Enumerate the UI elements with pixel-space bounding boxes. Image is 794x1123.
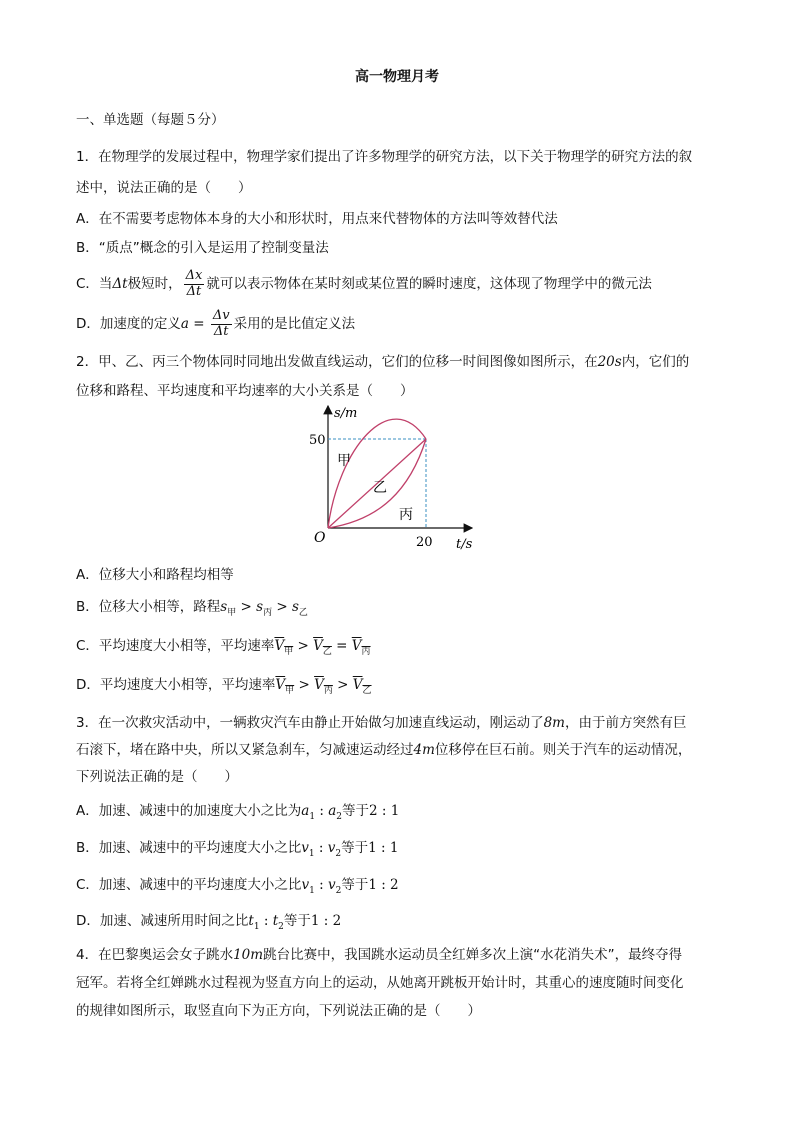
displacement-time-graph [300,400,490,556]
x-axis-label: t/s [456,537,473,552]
q3-option-d: D．加速、减速所用时间之比$t_1$ : $t_2$等于1 : 2 [76,913,342,932]
q1-option-d: D．加速度的定义a = $\frac{\Delta v}{\Delta t}$ 采用的是比值定义法 [76,308,356,339]
label-bing: 丙 [399,507,413,523]
q3-option-c: C．加速、减速中的平均速度大小之比$v_1$ : $v_2$等于1 : 2 [76,877,399,896]
page-title: 高一物理月考 [355,69,439,85]
q3-stem-line1: 3．在一次救灾活动中，一辆救灾汽车由静止开始做匀加速直线运动，刚运动了8m，由于前方突然有巨 [76,715,687,731]
section-heading: 一、单选题（每题５分） [76,112,225,128]
label-yi: 乙 [373,480,387,496]
q2-option-d: D．平均速度大小相等，平均速率$V_甲 > V_丙 > V_乙$ [76,677,372,696]
q4-stem-line1: 4．在巴黎奥运会女子跳水10m跳台比赛中，我国跳水运动员全红婵多次上演“水花消失术”，最终夺得 [76,947,683,963]
y-tick-50: 50 [309,433,326,448]
q2-option-c: C．平均速度大小相等，平均速率$V_甲 > V_乙 = V_丙$ [76,638,371,657]
q2-option-b: B．位移大小相等，路程$s_甲 > s_丙 > s_乙$ [76,599,308,618]
x-tick-20: 20 [416,535,433,550]
q2-stem-line1: 2．甲、乙、丙三个物体同时同地出发做直线运动，它们的位移一时间图像如图所示，在20s内，它们的 [76,354,690,370]
q3-option-a: A．加速、减速中的加速度大小之比为$a_1$ : $a_2$等于2 : 1 [76,803,400,822]
q4-stem-line3: 的规律如图所示，取竖直向下为正方向，下列说法正确的是（ ） [76,1003,481,1019]
q1-option-a: A．在不需要考虑物体本身的大小和形状时，用点来代替物体的方法叫等效替代法 [76,211,558,227]
q1-d-fraction: $\frac{\Delta v}{\Delta t}$ [212,308,230,339]
q1-c-fraction: $\frac{\Delta x}{\Delta t}$ [185,268,203,299]
q1-option-b: B．“质点”概念的引入是运用了控制变量法 [76,240,329,256]
q4-stem-line2: 冠军。若将全红婵跳水过程视为竖直方向上的运动，从她离开跳板开始计时，其重心的速度随时间变化 [76,975,684,991]
label-jia: 甲 [337,453,351,469]
q2-option-a: A．位移大小和路程均相等 [76,567,234,583]
q3-stem-line3: 下列说法正确的是（ ） [76,769,238,785]
q3-option-b: B．加速、减速中的平均速度大小之比$v_1$ : $v_2$等于1 : 1 [76,840,399,859]
origin-label: O [314,530,326,546]
q1-stem-line1: 1．在物理学的发展过程中，物理学家们提出了许多物理学的研究方法，以下关于物理学的研究方法的叙 [76,149,693,165]
q3-stem-line2: 石滚下，堵在路中央，所以又紧急刹车，匀减速运动经过4m位移停在巨石前。则关于汽车的运动情况， [76,742,692,758]
q1-option-c: C．当Δt极短时， $\frac{\Delta x}{\Delta t}$ 就可以表示物体在某时刻或某位置的瞬时速度，这体现了物理学中的微元法 [76,268,652,299]
y-axis-label: s/m [334,406,358,421]
q1-stem-line2: 述中，说法正确的是（ ） [76,180,252,196]
q2-stem-line2: 位移和路程、平均速度和平均速率的大小关系是（ ） [76,383,414,399]
